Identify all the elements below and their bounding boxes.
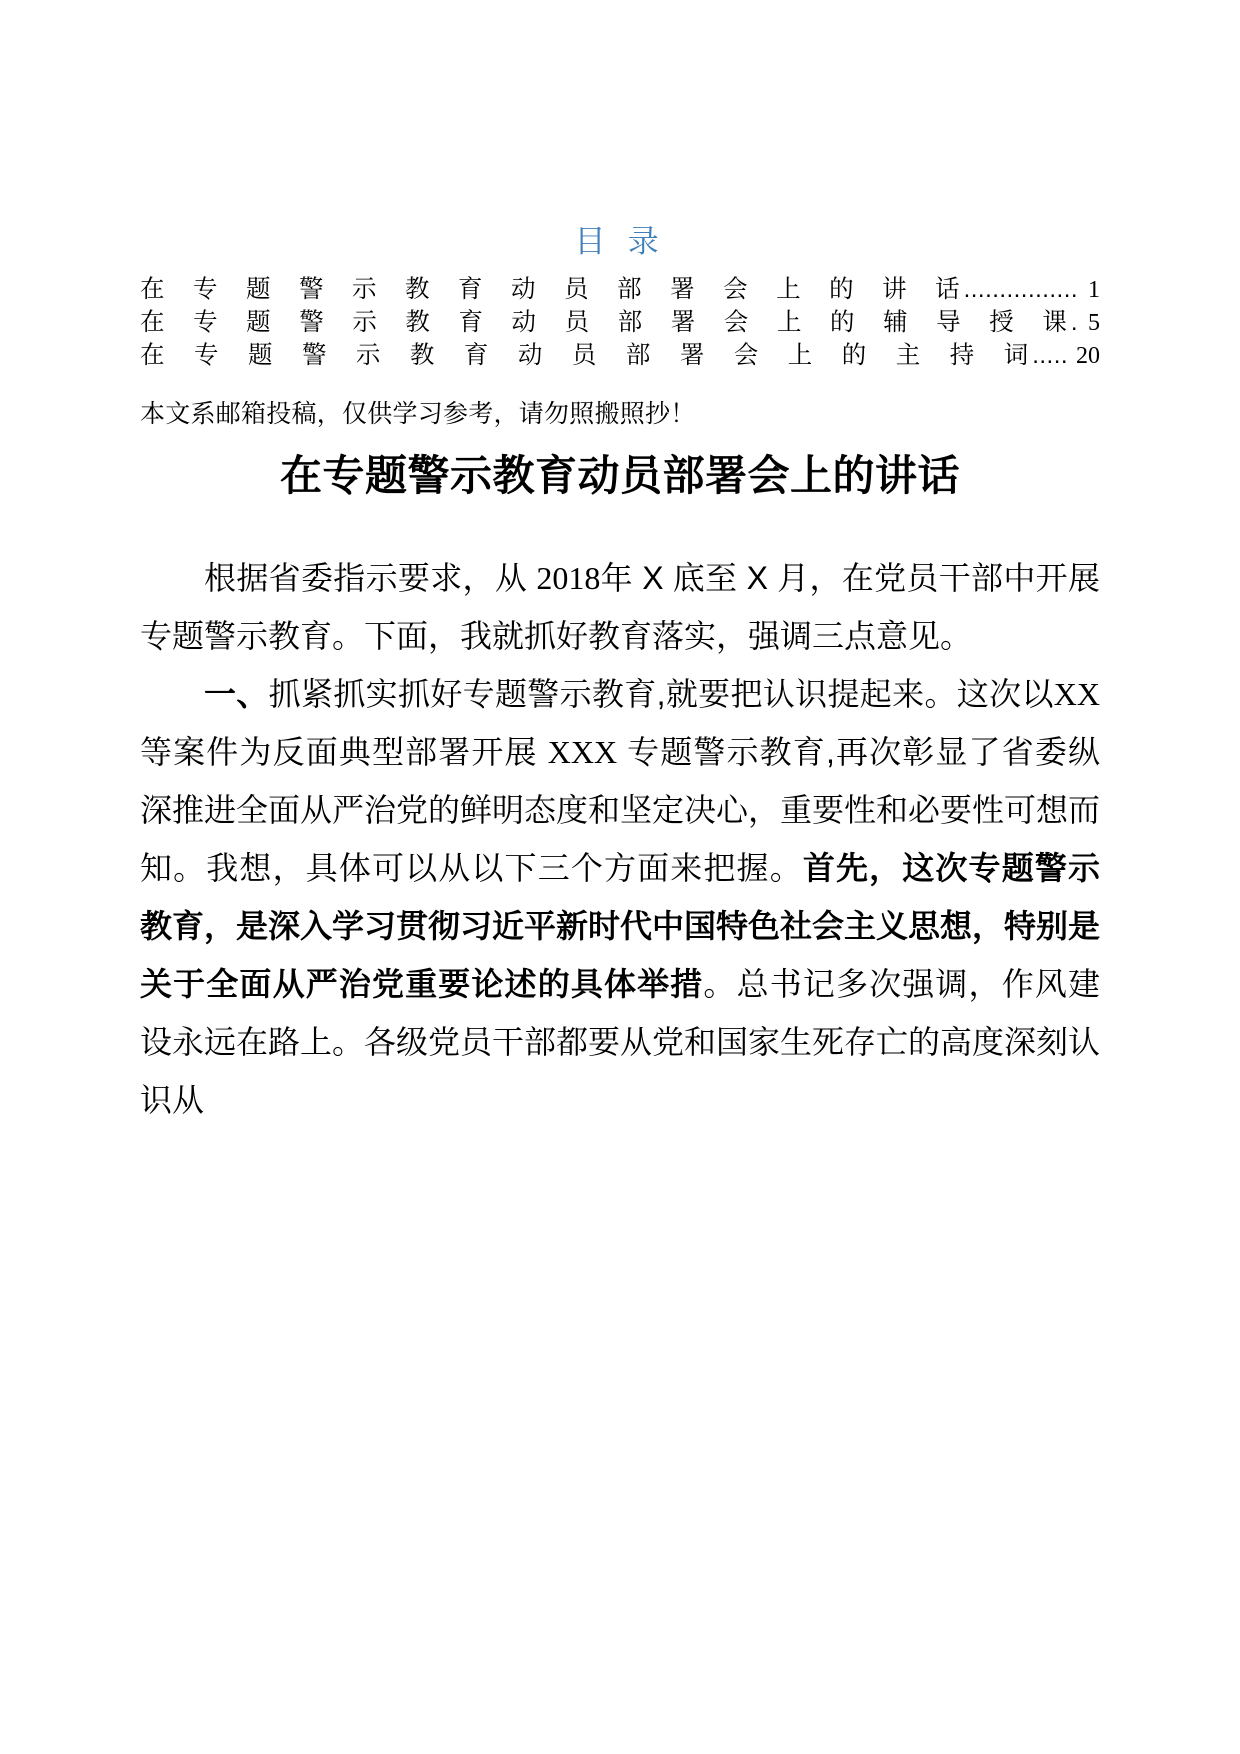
disclaimer-note: 本文系邮箱投稿，仅供学习参考，请勿照搬照抄！ bbox=[140, 400, 696, 429]
table-of-contents bbox=[140, 222, 1100, 372]
toc-entry-leader: . bbox=[1070, 308, 1078, 336]
paragraph-2-text-part-3: 专题警示教育,再次彰显了省委纵深推进全面从严治党的鲜明态度和坚定决心，重要性和必要性可想而知。我想，具体可以从以下三个方面来把握。 bbox=[140, 733, 1101, 886]
toc-entry-leader: ..... bbox=[1032, 341, 1068, 369]
paragraph-2-bold-emphasis: 首先，这次专题警示教育，是深入学习贯彻习近平新时代中国特色社会主义思想，特别是关于全面从严治党重要论述的具体举措 bbox=[140, 849, 1101, 1002]
body-paragraph-1 bbox=[140, 549, 1100, 665]
toc-entry-page-number: 5 bbox=[1088, 309, 1100, 336]
body-paragraph-2 bbox=[140, 665, 1100, 1129]
toc-entry-leader: ................ bbox=[963, 276, 1078, 304]
toc-entry[interactable] bbox=[140, 340, 1100, 373]
toc-entry-title: 在专题警示教育动员部署会上的主持词 bbox=[140, 341, 1029, 369]
paragraph-1-year: 2018 bbox=[536, 559, 601, 596]
paragraph-2-placeholder-xxx: XXX bbox=[547, 733, 618, 770]
paragraph-2-text-part-1: 抓紧抓实抓好专题警示教育,就要把认识提起来。这次以 bbox=[268, 675, 1054, 712]
page-content bbox=[140, 0, 1100, 1129]
paragraph-2-text-part-2: 等案件为反面典型部署开展 bbox=[140, 733, 548, 770]
paragraph-1-text-part-2: 年 X 底至 X 月，在党员干部中开展专题警示教育。下面，我就抓好教育落实，强调三点意见。 bbox=[140, 559, 1100, 654]
toc-entry-title: 在专题警示教育动员部署会上的辅导授课 bbox=[140, 308, 1067, 336]
toc-heading: 目 录 bbox=[574, 224, 666, 259]
document-body bbox=[140, 549, 1100, 1129]
page-title: 在专题警示教育动员部署会上的讲话 bbox=[279, 452, 961, 500]
toc-entry-page-number: 20 bbox=[1076, 342, 1100, 369]
toc-entry-list bbox=[140, 274, 1100, 372]
toc-entry-page-number: 1 bbox=[1088, 277, 1100, 304]
paragraph-1-text-part-1: 根据省委指示要求，从 bbox=[204, 559, 537, 596]
paragraph-2-placeholder-xx: XX bbox=[1053, 675, 1100, 712]
paragraph-2-text-part-4: 。总书记多次强调，作风建设永远在路上。各级党员干部都要从党和国家生死存亡的高度深刻认识从 bbox=[140, 965, 1101, 1118]
toc-entry[interactable] bbox=[140, 307, 1100, 340]
paragraph-2-section-marker: 一、 bbox=[204, 675, 269, 712]
toc-entry[interactable] bbox=[140, 274, 1100, 307]
toc-entry-title: 在专题警示教育动员部署会上的讲话 bbox=[140, 276, 960, 304]
